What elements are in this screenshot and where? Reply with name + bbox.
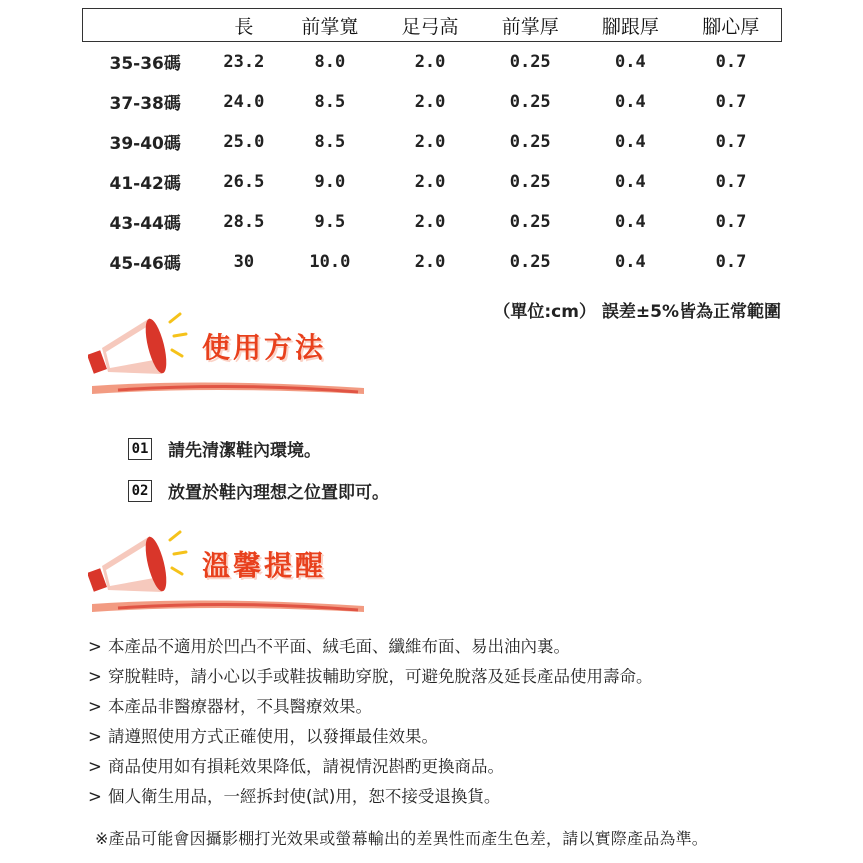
list-item-text: 本產品非醫療器材，不具醫療效果。	[108, 697, 372, 716]
list-item	[88, 692, 653, 722]
table-cell: 10.0	[309, 251, 351, 272]
size-cell: 35-36碼	[109, 54, 181, 75]
table-cell: 0.25	[509, 91, 551, 112]
usage-step	[128, 436, 321, 461]
table-cell: 23.2	[223, 51, 265, 72]
table-row	[83, 202, 782, 242]
table-cell: 0.7	[715, 211, 747, 232]
bullet: >	[88, 757, 102, 776]
size-cell: 45-46碼	[109, 254, 181, 274]
table-cell: 30	[233, 251, 255, 272]
bullet: >	[88, 697, 102, 716]
table-cell: 26.5	[223, 171, 265, 192]
step-number: 02	[128, 480, 152, 502]
table-cell: 0.7	[715, 51, 747, 72]
size-cell: 43-44碼	[109, 214, 181, 234]
step-text: 放置於鞋內理想之位置即可。	[168, 483, 389, 503]
table-row	[83, 122, 782, 162]
table-cell: 0.25	[509, 171, 551, 192]
step-number: 01	[128, 438, 152, 460]
header-cell: 腳跟厚	[580, 9, 680, 42]
table-cell: 0.7	[715, 131, 747, 152]
list-item-text: 請遵照使用方式正確使用，以發揮最佳效果。	[108, 727, 438, 746]
size-cell: 37-38碼	[109, 94, 181, 114]
table-cell: 2.0	[414, 171, 446, 192]
table-cell: 2.0	[414, 51, 446, 72]
size-cell: 39-40碼	[109, 134, 181, 154]
table-cell: 0.4	[615, 211, 646, 232]
bullet: >	[88, 667, 102, 686]
table-cell: 0.4	[615, 51, 646, 72]
table-cell: 8.5	[314, 91, 346, 112]
bullet: >	[88, 637, 102, 656]
list-item-text: 穿脫鞋時，請小心以手或鞋拔輔助穿脫，可避免脫落及延長產品使用壽命。	[108, 667, 653, 686]
usage-step	[128, 478, 389, 503]
table-cell: 0.7	[715, 171, 747, 192]
usage-banner	[88, 312, 368, 402]
step-text: 請先清潔鞋內環境。	[168, 441, 321, 461]
unit-note: （單位:cm） 誤差±5%皆為正常範圍	[493, 302, 781, 322]
table-cell: 0.25	[509, 131, 551, 152]
reminder-banner	[88, 530, 368, 620]
table-cell: 0.7	[715, 91, 747, 112]
list-item-text: 商品使用如有損耗效果降低，請視情況斟酌更換商品。	[108, 757, 504, 776]
list-item	[88, 662, 653, 692]
table-cell: 0.7	[715, 251, 747, 272]
list-item-text: 個人衛生用品，一經拆封使(試)用，恕不接受退換貨。	[108, 787, 501, 806]
reminder-list	[88, 632, 653, 812]
table-cell: 2.0	[414, 131, 446, 152]
bullet: >	[88, 787, 102, 806]
table-cell: 0.4	[615, 171, 646, 192]
table-row	[83, 82, 782, 122]
table-cell: 0.4	[615, 91, 646, 112]
table-cell: 28.5	[223, 211, 265, 232]
table-cell: 8.0	[314, 51, 346, 72]
bullet: >	[88, 727, 102, 746]
header-cell: 前掌寬	[280, 9, 380, 42]
list-item	[88, 782, 653, 812]
table-row	[83, 162, 782, 202]
size-table	[82, 8, 782, 282]
table-cell: 2.0	[414, 251, 446, 272]
section-title-reminder: 溫馨提醒	[202, 549, 327, 582]
size-cell: 41-42碼	[109, 174, 181, 194]
list-item	[88, 632, 653, 662]
header-cell: 腳心厚	[680, 9, 781, 42]
list-item	[88, 722, 653, 752]
table-cell: 0.4	[615, 251, 646, 272]
header-cell: 前掌厚	[480, 9, 580, 42]
header-cell	[83, 9, 208, 42]
table-cell: 24.0	[223, 91, 265, 112]
table-cell: 0.4	[615, 131, 646, 152]
table-cell: 9.0	[314, 171, 346, 192]
table-cell: 0.25	[509, 51, 551, 72]
table-cell: 0.25	[509, 211, 551, 232]
table-cell: 8.5	[314, 131, 346, 152]
table-cell: 9.5	[314, 211, 346, 232]
table-cell: 0.25	[509, 251, 551, 272]
list-item	[88, 752, 653, 782]
table-row	[83, 42, 782, 82]
section-title-usage: 使用方法	[202, 331, 327, 364]
table-cell: 25.0	[223, 131, 265, 152]
header-cell: 長	[208, 9, 280, 42]
list-item-text: 本產品不適用於凹凸不平面、絨毛面、纖維布面、易出油內裏。	[108, 637, 570, 656]
table-row	[83, 242, 782, 282]
table-cell: 2.0	[414, 211, 446, 232]
size-table-header	[83, 9, 782, 42]
footer-note: ※產品可能會因攝影棚打光效果或螢幕輸出的差異性而產生色差，請以實際產品為準。	[95, 829, 709, 848]
header-cell: 足弓高	[380, 9, 480, 42]
table-cell: 2.0	[414, 91, 446, 112]
